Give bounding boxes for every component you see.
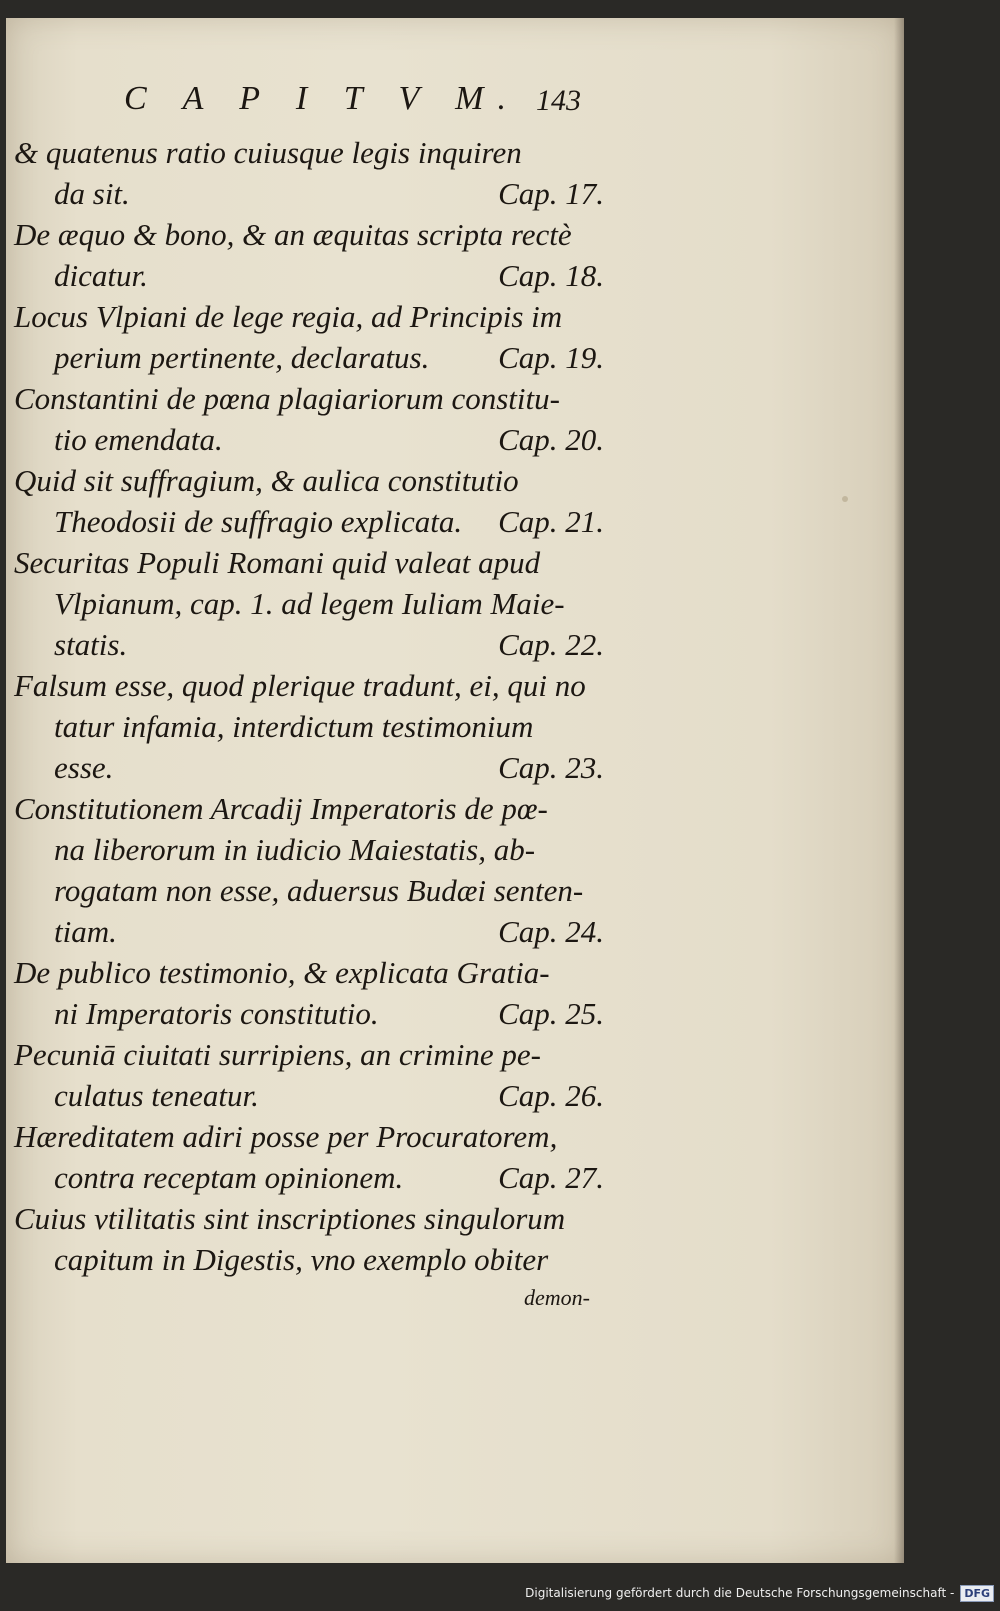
entry-line-text: Falsum esse, quod plerique tradunt, ei, qui no bbox=[14, 668, 586, 703]
entry-line-text: & quatenus ratio cuiusque legis inquiren bbox=[14, 135, 522, 170]
entry-line-text: ni Imperatoris constitutio. bbox=[54, 996, 379, 1031]
entry-continuation-line bbox=[6, 624, 618, 665]
entry-continuation-line bbox=[6, 870, 618, 911]
entry-first-line bbox=[6, 214, 618, 255]
chapter-entry bbox=[6, 132, 618, 214]
entry-continuation-line bbox=[6, 583, 618, 624]
entry-first-line bbox=[6, 542, 618, 583]
paper-speck bbox=[842, 496, 848, 502]
entry-continuation-line bbox=[6, 1075, 618, 1116]
dfg-logo: DFG bbox=[960, 1585, 994, 1602]
chapter-entry bbox=[6, 296, 618, 378]
entry-continuation-line bbox=[6, 1239, 618, 1280]
catchword: demon- bbox=[524, 1285, 590, 1310]
entry-line-text: Constantini de pœna plagiariorum constitu- bbox=[14, 381, 560, 416]
entry-continuation-line bbox=[6, 255, 618, 296]
running-head-title: C A P I T V M. bbox=[124, 80, 520, 117]
entry-line-text: dicatur. bbox=[54, 258, 148, 293]
entry-continuation-line bbox=[6, 173, 618, 214]
chapter-entry bbox=[6, 542, 618, 665]
chapter-entry bbox=[6, 788, 618, 952]
entry-first-line bbox=[6, 378, 618, 419]
entry-continuation-line bbox=[6, 337, 618, 378]
entry-line-text: esse. bbox=[54, 750, 114, 785]
entry-line-text: rogatam non esse, aduersus Budæi senten- bbox=[54, 873, 584, 908]
chapter-list bbox=[6, 132, 618, 1280]
entry-first-line bbox=[6, 1198, 618, 1239]
entry-continuation-line bbox=[6, 501, 618, 542]
entry-line-text: Locus Vlpiani de lege regia, ad Principis im bbox=[14, 299, 563, 334]
chapter-number: Cap. 25. bbox=[498, 996, 604, 1031]
entry-continuation-line bbox=[6, 747, 618, 788]
entry-line-text: De æquo & bono, & an æquitas scripta rectè bbox=[14, 217, 572, 252]
entry-first-line bbox=[6, 788, 618, 829]
entry-line-text: De publico testimonio, & explicata Gratia- bbox=[14, 955, 550, 990]
entry-line-text: Securitas Populi Romani quid valeat apud bbox=[14, 545, 541, 580]
chapter-entry bbox=[6, 1116, 618, 1198]
entry-continuation-line bbox=[6, 993, 618, 1034]
chapter-entry bbox=[6, 1198, 618, 1280]
chapter-number: Cap. 23. bbox=[498, 750, 604, 785]
digitization-footer bbox=[525, 1579, 994, 1607]
book-page bbox=[6, 18, 904, 1563]
entry-first-line bbox=[6, 1034, 618, 1075]
entry-line-text: Pecuniā ciuitati surripiens, an crimine pe- bbox=[14, 1037, 541, 1072]
chapter-entry bbox=[6, 952, 618, 1034]
entry-line-text: Hæreditatem adiri posse per Procuratorem, bbox=[14, 1119, 558, 1154]
chapter-entry bbox=[6, 378, 618, 460]
entry-line-text: Cuius vtilitatis sint inscriptiones singulorum bbox=[14, 1201, 566, 1236]
entry-continuation-line bbox=[6, 829, 618, 870]
chapter-number: Cap. 22. bbox=[498, 627, 604, 662]
entry-line-text: Vlpianum, cap. 1. ad legem Iuliam Maie- bbox=[54, 586, 565, 621]
chapter-number: Cap. 19. bbox=[498, 340, 604, 375]
chapter-number: Cap. 27. bbox=[498, 1160, 604, 1195]
page-number: 143 bbox=[536, 84, 581, 117]
entry-continuation-line bbox=[6, 419, 618, 460]
entry-line-text: tiam. bbox=[54, 914, 117, 949]
entry-first-line bbox=[6, 460, 618, 501]
chapter-number: Cap. 21. bbox=[498, 504, 604, 539]
entry-first-line bbox=[6, 296, 618, 337]
entry-line-text: culatus teneatur. bbox=[54, 1078, 259, 1113]
chapter-number: Cap. 20. bbox=[498, 422, 604, 457]
page-text-block bbox=[6, 80, 618, 1316]
entry-line-text: Theodosii de suffragio explicata. bbox=[54, 504, 463, 539]
chapter-entry bbox=[6, 665, 618, 788]
chapter-entry bbox=[6, 1034, 618, 1116]
chapter-entry bbox=[6, 460, 618, 542]
chapter-number: Cap. 18. bbox=[498, 258, 604, 293]
chapter-number: Cap. 17. bbox=[498, 176, 604, 211]
entry-line-text: tio emendata. bbox=[54, 422, 223, 457]
entry-line-text: capitum in Digestis, vno exemplo obiter bbox=[54, 1242, 549, 1277]
entry-first-line bbox=[6, 132, 618, 173]
chapter-number: Cap. 26. bbox=[498, 1078, 604, 1113]
entry-continuation-line bbox=[6, 706, 618, 747]
entry-continuation-line bbox=[6, 911, 618, 952]
entry-first-line bbox=[6, 665, 618, 706]
page-edge-shadow bbox=[894, 18, 904, 1563]
entry-line-text: na liberorum in iudicio Maiestatis, ab- bbox=[54, 832, 536, 867]
entry-first-line bbox=[6, 1116, 618, 1157]
entry-line-text: tatur infamia, interdictum testimonium bbox=[54, 709, 534, 744]
entry-first-line bbox=[6, 952, 618, 993]
entry-line-text: statis. bbox=[54, 627, 128, 662]
chapter-entry bbox=[6, 214, 618, 296]
running-head bbox=[6, 80, 618, 132]
entry-line-text: contra receptam opinionem. bbox=[54, 1160, 404, 1195]
entry-continuation-line bbox=[6, 1157, 618, 1198]
entry-line-text: da sit. bbox=[54, 176, 130, 211]
entry-line-text: Quid sit suffragium, & aulica constitutio bbox=[14, 463, 519, 498]
chapter-number: Cap. 24. bbox=[498, 914, 604, 949]
entry-line-text: perium pertinente, declaratus. bbox=[54, 340, 430, 375]
digitization-credit: Digitalisierung gefördert durch die Deutsche Forschungsgemeinschaft - bbox=[525, 1586, 955, 1600]
entry-line-text: Constitutionem Arcadij Imperatoris de pœ- bbox=[14, 791, 548, 826]
